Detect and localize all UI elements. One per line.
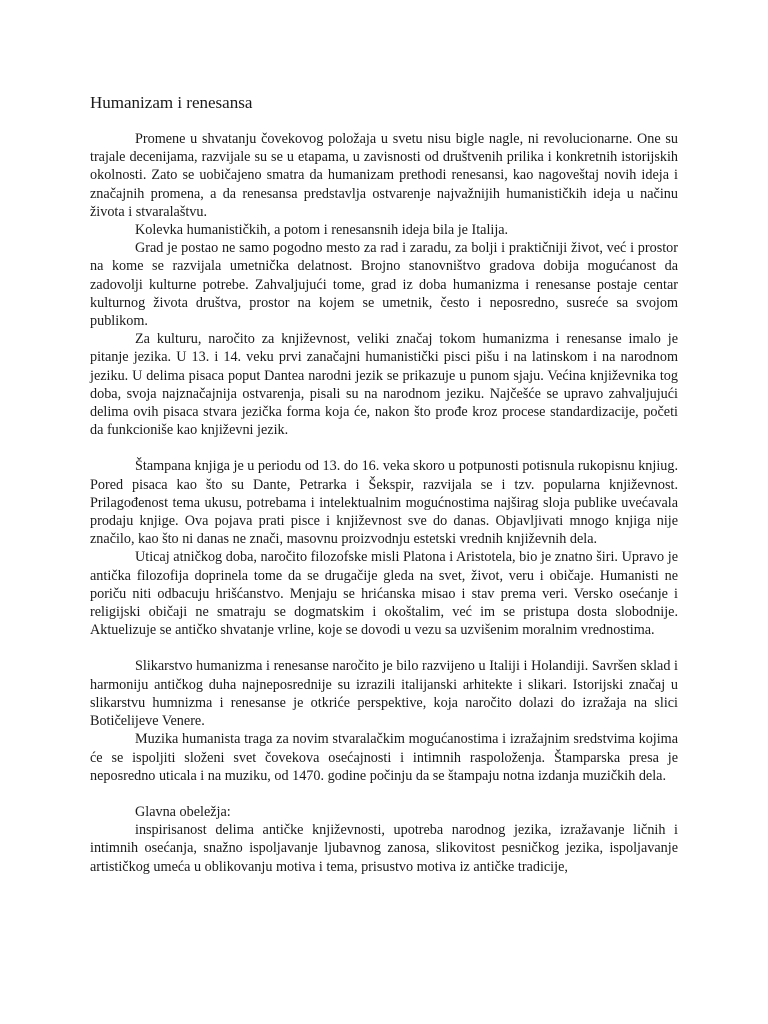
paragraph-6: Uticaj atničkog doba, naročito filozofske misli Platona i Aristotela, bio je znatno širi. Upravo je antička filozofija doprinela tome da se drugačije gleda na svet, život, veru i običaje. Humanisti ne poriču niti odbacuju hrišćanstvo. Menjaju se hrićanska misao i stav prema veri. Versko osećanje i religijski običaji ne smatraju se dogmatskim i okoštalim, već im se pristupa dosta slobodnije. Aktuelizuje se antičko shvatanje vrline, koje se dovodi u vezu sa uzvišenim moralnim vrednostima. (90, 549, 678, 639)
paragraph-9: inspirisanost delima antičke književnosti, upotreba narodnog jezika, izražavanje ličnih i intimnih osećanja, snažno ispoljavanje ljubavnog zanosa, slikovitost pesničkog jezika, ispoljavanje artističkog umeća u oblikovanju motiva i tema, prisustvo motiva iz antičke tradicije, (90, 822, 678, 875)
document-page (90, 92, 678, 876)
document-title: Humanizam i renesansa (90, 93, 253, 112)
paragraph-4: Za kulturu, naročito za književnost, veliki značaj tokom humanizma i renesanse imalo je pitanje jezika. U 13. i 14. veku prvi zanačajni humanistički pisci pišu i na latinskom i na narodnom jeziku. U delima pisaca poput Dantea narodni jezik se prikazuje u punom sjaju. Većina književnika tog doba, svoja najznačajnija ostvarenja, pisali su na narodnom jeziku. Najčešće se upravo zahvaljujući delima ovih pisaca stvara jezička forma koja će, nakon što prođe kroz procese standardizacije, početi da funkcioniše kao književni jezik. (90, 331, 678, 439)
paragraph-2: Kolevka humanističkih, a potom i renesansnih ideja bila je Italija. (135, 222, 509, 239)
paragraph-7: Slikarstvo humanizma i renesanse naročito je bilo razvijeno u Italiji i Holandiji. Savršen sklad i harmoniju antičkog duha najneposrednije su izrazili italijanski arhitekte i slikari. Istorijski značaj u slikarstvu humnizma i renesanse je otkriće perspektive, koja naročito dolazi do izražaja na slici Botičelijeve Venere. (90, 658, 678, 730)
paragraph-gap (90, 639, 678, 657)
paragraph-5: Štampana knjiga je u periodu od 13. do 16. veka skoro u potpunosti potisnula rukopisnu knjiug. Pored pisaca kao što su Dante, Petrarka i Šekspir, razvijala se i tzv. popularna književnost. Prilagođenost tema ukusu, potrebama i intelektualnim mogućnostima najširag sloja publike uvećavala prodaju knjige. Ova pojava prati pisce i književnost sve do danas. Objavljivati mnogo knjiga nije značilo, kao što ni danas ne znači, masovnu proizvodnju estetski vrednih književnih dela. (90, 458, 679, 548)
paragraph-1: Promene u shvatanju čovekovog položaja u svetu nisu bigle nagle, ni revolucionarne. One su trajale decenijama, razvijale su se u etapama, u zavisnosti od društvenih prilika i konkretnih istorijskih okolnosti. Zato se uobičajeno smatra da humanizam prethodi renesansi, kao nagoveštaj novih ideja i značajnih promena, a da renesansa predstavlja ostvarenje najvažnijih humanističkih ideja u načinu života i stvaralaštvu. (90, 131, 678, 220)
paragraph-heading-glavna-obelezja: Glavna obeležja: (135, 803, 231, 820)
paragraph-3: Grad je postao ne samo pogodno mesto za rad i zaradu, za bolji i praktičniji život, već i prostor na kome se razvijala umetnička delatnost. Brojno stanovništvo gradova dobija mogućanost da zadovolji kulturne potrebe. Zahvaljujući tome, grad iz doba humanizma i renesanse postaje centar kulturnog života društva, prostor na kojem se umetnik, često i neposredno, susreće sa svojom publikom. (90, 240, 678, 330)
paragraph-gap (90, 785, 678, 803)
paragraph-8: Muzika humanista traga za novim stvaralačkim mogućanostima i izražajnim sredstvima kojima će se ispoljiti složeni svet čovekova osećajnosti i intimnih raspoloženja. Štamparska presa je neposredno uticala i na muziku, od 1470. godine počinju da se štampaju notna izdanja muzičkih dela. (90, 731, 678, 784)
paragraph-gap (90, 439, 678, 457)
